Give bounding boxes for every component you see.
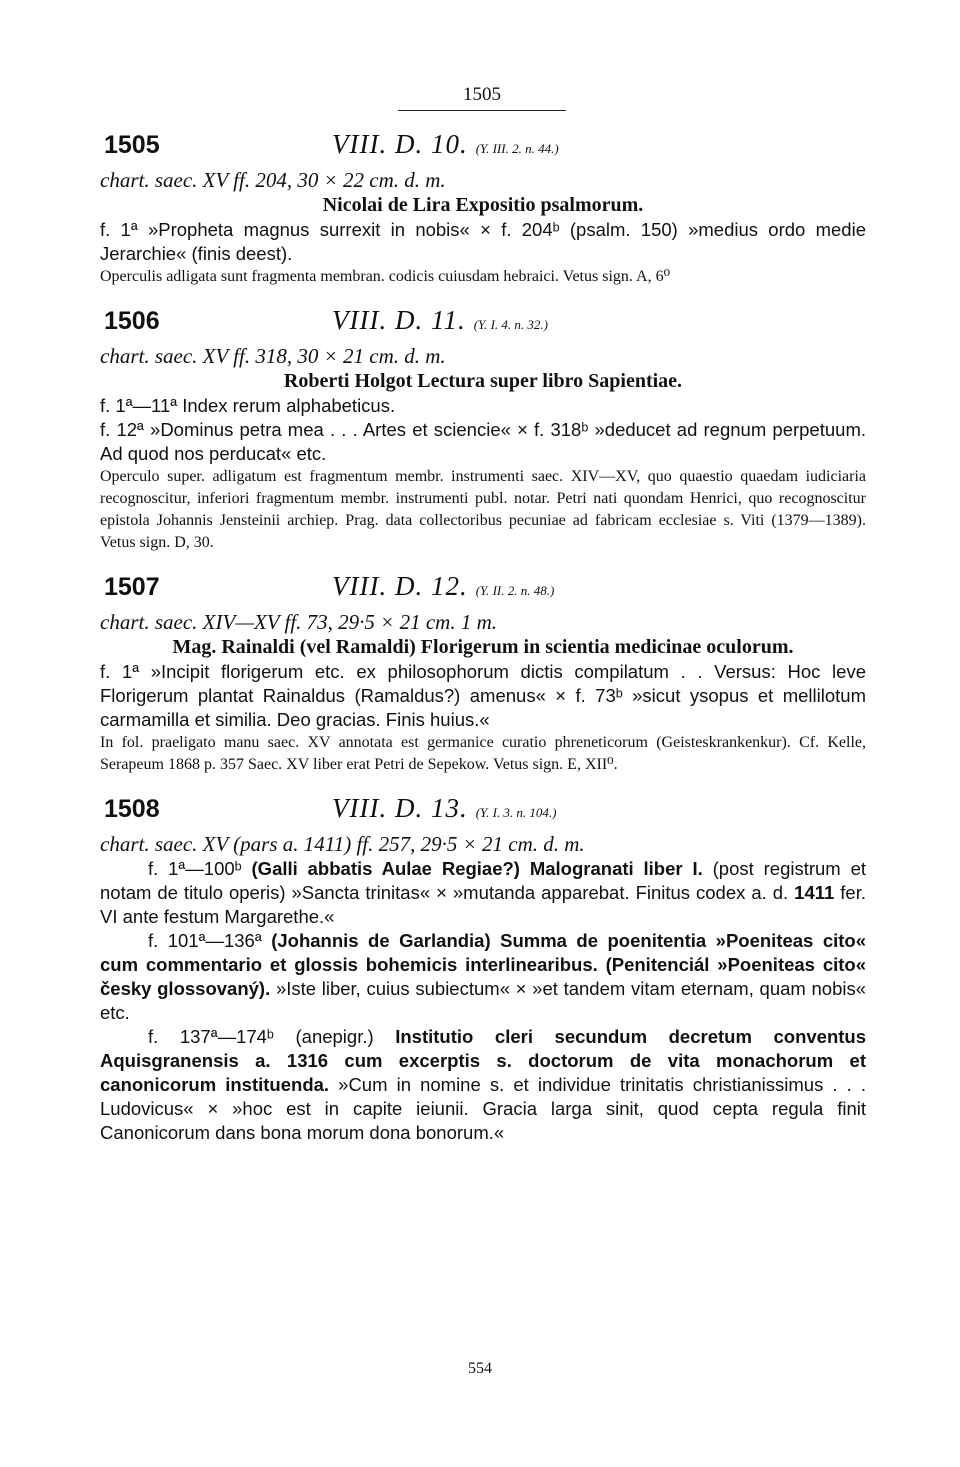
entry-number: 1507 <box>104 573 160 601</box>
incipit-explicit: »Cum in nomine s. et individue trinitatis christianissimus . . . Ludovicus« × »hoc est in capite ieiunii. Gracia larga sinit, quod cepta regula finit Canonicorum dans bona morum dona bonorum.« <box>100 1074 867 1143</box>
content-paragraph <box>100 929 866 1025</box>
entry-note: In fol. praeligato manu saec. XV annotata est germanice curatio phreneticorum (Geisteskrankenkur). Cf. Kelle, Serapeum 1868 p. 357 Saec. XV liber erat Petri de Sepekow. Vetus sign. E, XII⁰. <box>100 734 866 773</box>
entry-number: 1508 <box>104 795 160 823</box>
old-signature: (Y. I. 3. n. 104.) <box>475 805 557 820</box>
content-paragraph <box>100 1025 866 1145</box>
physical-description: chart. saec. XIV—XV ff. 73, 29·5 × 21 cm. 1 m. <box>100 610 497 634</box>
folio-range: f. 1ª—100ᵇ <box>148 858 242 879</box>
folio-range: f. 101ª—136ª <box>148 930 262 951</box>
work-title: (Johannis de Garlandia) Summa de poenitentia »Poeniteas cito« cum commentario et glossis bohemicis interlinearibus. (Penitenciál »Poeniteas cito« česky glossovaný). <box>100 930 867 999</box>
incipit-explicit: (post registrum et notam de titulo operis) »Sancta trinitas« × »mutanda apparebat. Finitus codex a. d. <box>100 858 867 903</box>
entry-heading <box>100 305 866 344</box>
shelfmark: VIII. D. 13. <box>332 793 468 823</box>
content-line: f. 1ª—11ª Index rerum alphabeticus. <box>100 395 396 416</box>
old-signature: (Y. I. 4. n. 32.) <box>473 317 548 332</box>
entry-heading <box>100 571 866 610</box>
content-paragraph <box>100 857 866 929</box>
catalog-entry <box>100 305 866 554</box>
running-head: 1505 <box>398 84 566 111</box>
content-line: f. 12ª »Dominus petra mea . . . Artes et sciencie« × f. 318ᵇ »deducet ad regnum perpetuum. Ad quod nos perducat« etc. <box>100 419 866 464</box>
shelfmark: VIII. D. 11. <box>332 305 466 335</box>
year: 1411 <box>794 882 835 903</box>
incipit-explicit: »Iste liber, cuius subiectum« × »et tandem vitam eternam, quam nobis« etc. <box>100 978 867 1023</box>
content-line: f. 1ª »Propheta magnus surrexit in nobis« × f. 204ᵇ (psalm. 150) »medius ordo medie Jerarchie« (finis deest). <box>100 219 866 264</box>
entry-note: Operculo super. adligatum est fragmentum membr. instrumenti saec. XIV—XV, quo quaestio quaedam iudiciaria recognoscitur, inferiori fragmentum membr. instrumenti publ. notar. Petri nati quondam Henrici, quo recognoscitur epistola Johannis Jensteinii archiep. Prag. data collectoribus pecuniae ad fabricam ecclesiae s. Viti (1379—1389). Vetus sign. D, 30. <box>100 468 866 551</box>
work-title: (Galli abbatis Aulae Regiae?) Malogranati liber I. <box>251 858 703 879</box>
physical-description: chart. saec. XV (pars a. 1411) ff. 257, 29·5 × 21 cm. d. m. <box>100 832 585 856</box>
page-number: 554 <box>468 1360 492 1377</box>
physical-description: chart. saec. XV ff. 318, 30 × 21 cm. d. m. <box>100 344 446 368</box>
work-title: Institutio cleri secundum decretum conventus Aquisgranensis a. 1316 cum excerptis s. doctorum de vita monachorum et canonicorum instituenda. <box>100 1026 866 1095</box>
old-signature: (Y. II. 2. n. 48.) <box>475 583 555 598</box>
entry-number: 1506 <box>104 307 160 335</box>
shelfmark: VIII. D. 10. <box>332 129 468 159</box>
shelfmark: VIII. D. 12. <box>332 571 468 601</box>
colophon: fer. VI ante festum Margarethe.« <box>100 882 867 927</box>
catalog-entry <box>100 129 866 288</box>
entry-heading <box>100 793 866 832</box>
entry-heading <box>100 129 866 168</box>
folio-range: f. 137ª—174ᵇ (anepigr.) <box>148 1026 374 1047</box>
physical-description: chart. saec. XV ff. 204, 30 × 22 cm. d. m. <box>100 168 446 192</box>
work-title: Mag. Rainaldi (vel Ramaldi) Florigerum in scientia medicinae oculorum. <box>172 636 794 658</box>
work-title: Roberti Holgot Lectura super libro Sapientiae. <box>283 370 683 392</box>
entry-note: Operculis adligata sunt fragmenta membran. codicis cuiusdam hebraici. Vetus sign. A, 6⁰ <box>100 268 670 285</box>
entry-number: 1505 <box>104 131 160 159</box>
catalog-content <box>100 129 867 1165</box>
catalog-entry <box>100 571 866 776</box>
catalog-entry <box>100 793 867 1145</box>
content-line: f. 1ª »Incipit florigerum etc. ex philosophorum dictis compilatum . . Versus: Hoc leve Florigerum plantat Rainaldus (Ramaldus?) amenus« × f. 73ᵇ »sicut ysopus et mellilotum carmamilla et similia. Deo gracias. Finis huius.« <box>100 661 866 730</box>
work-title: Nicolai de Lira Expositio psalmorum. <box>322 194 644 216</box>
old-signature: (Y. III. 2. n. 44.) <box>475 141 559 156</box>
